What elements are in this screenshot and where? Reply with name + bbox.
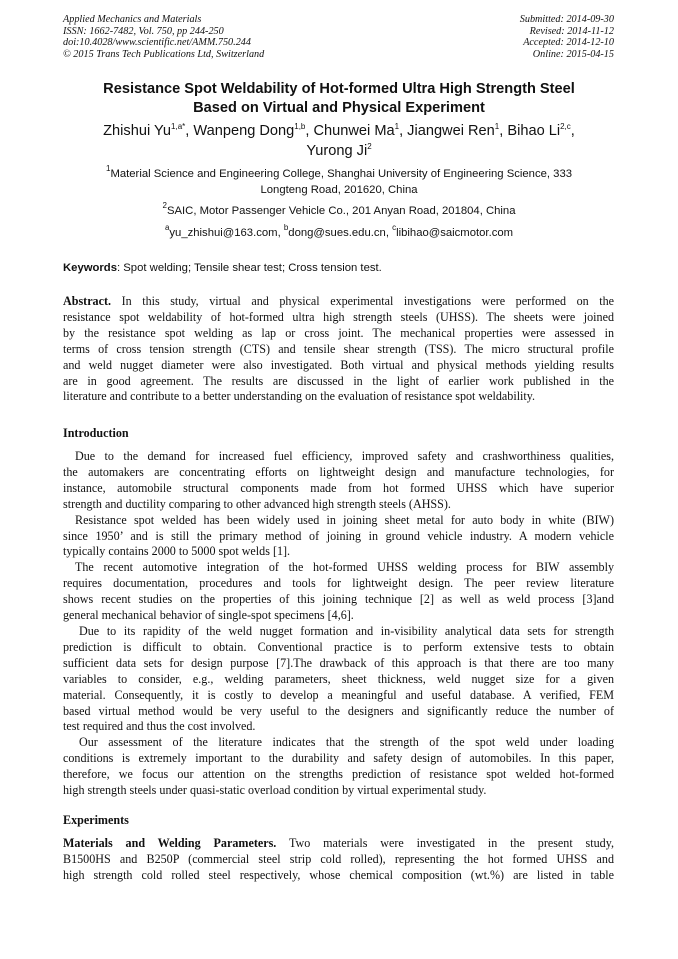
abstract-line: In this study, virtual and physical experimental investigations were performed on the (111, 294, 614, 308)
section-heading-experiments: Experiments (63, 813, 129, 827)
email-address[interactable]: dong@sues.edu.cn, (288, 227, 393, 239)
abstract-line: are in good agreement. The results are discussed in the light of earlier work published in the (63, 373, 614, 388)
paragraph-line: high strength steels under quasi-static overload condition by virtual experimental study. (63, 783, 487, 798)
affiliation-text: Material Science and Engineering College, Shanghai University of Engineering Science, 333 (110, 168, 573, 180)
paper-title (40, 80, 638, 118)
abstract (63, 294, 614, 405)
affiliation-2 (40, 203, 638, 219)
online-date: Online: 2015-04-15 (532, 48, 614, 60)
paragraph-line: the automakers are concentrating efforts on lightweight design and manufacture technologies, for (63, 464, 614, 479)
abstract-line: and weld nugget diameter were also investigated. Both virtual and physical methods yielding results (63, 357, 614, 372)
experiments-body (63, 836, 614, 884)
paragraph-line: Our assessment of the literature indicates that the strength of the spot weld under loading (79, 735, 614, 750)
subsection-heading: Materials and Welding Parameters. (63, 836, 277, 850)
paragraph-line: instance, automobile structural components made from hot formed UHSS which have superior (63, 480, 614, 495)
affiliation-text: Longteng Road, 201620, China (260, 184, 418, 196)
email-mark: a (164, 223, 170, 232)
accepted-date: Accepted: 2014-12-10 (523, 37, 614, 49)
paragraph-line: high strength cold rolled steel respectively, whose chemical composition (wt.%) are listed in table (63, 867, 614, 882)
affiliation-number: 2 (162, 201, 167, 210)
author-name: Yurong Ji (306, 143, 368, 159)
keywords-label: Keywords (63, 262, 117, 274)
section-heading-introduction: Introduction (63, 426, 129, 440)
paragraph-line: Two materials were investigated in the present study, (276, 836, 614, 850)
email-mark: b (283, 223, 289, 232)
abstract-line: terms of cross tension strength (CTS) and tensile shear strength (TSS). The micro structural profile (63, 341, 614, 356)
paragraph-line: general mechanical behavior of single-spot specimens [4,6]. (63, 608, 354, 623)
copyright: © 2015 Trans Tech Publications Ltd, Switzerland (63, 48, 265, 60)
paragraph-line: therefore, we focus our attention on the strengths prediction of resistance spot welded hot-formed (63, 767, 614, 782)
affiliation-1 (40, 166, 638, 198)
author-affiliation-mark: 1,a* (171, 122, 186, 131)
author-name: Chunwei Ma (313, 123, 395, 139)
paragraph-line: Resistance spot welded has been widely used in joining sheet metal for auto body in white (BIW) (75, 512, 614, 527)
email-mark: c (392, 223, 397, 232)
author-affiliation-mark: 2,c (560, 122, 571, 131)
paragraph-line: conditions is extremely important to the durability and safety design of automobiles. In this paper, (63, 751, 614, 766)
paragraph-line: prediction is difficult to obtain. Conventional practice is to perform extensive tests to obtain (63, 639, 614, 654)
paragraph-line: strength and ductility comparing to other advanced high strength steels (AHSS). (63, 496, 451, 511)
paragraph-line: shows recent studies on the properties of this joining technique [2] as well as weld process [3]and (63, 592, 614, 607)
issn-volume: ISSN: 1662-7482, Vol. 750, pp 244-250 (63, 25, 224, 37)
paragraph-line: test required and thus the cost involved. (63, 719, 256, 734)
paragraph-line: variables to consider, e.g., welding parameters, sheet thickness, weld nugget size for a given (63, 671, 614, 686)
paragraph-line: material. Consequently, it is costly to develop a meaningful and useful database. A verified, FEM (63, 687, 614, 702)
author-affiliation-mark: 1,b (294, 122, 306, 131)
author-affiliation-mark: 1 (494, 122, 500, 131)
journal-header-right (520, 14, 614, 60)
abstract-label: Abstract. (63, 294, 112, 308)
abstract-line: by the resistance spot welding as lap or cross joint. The mechanical properties were assessed in (63, 325, 614, 340)
author-name: Wanpeng Dong (193, 123, 295, 139)
author-name: Bihao Li (507, 123, 561, 139)
paragraph-line: Due to its rapidity of the weld nugget formation and in-visibility analytical data sets for strength (79, 623, 614, 638)
paragraph-line: B1500HS and B250P (commercial steel strip cold rolled), representing the hot formed UHSS and (63, 851, 614, 866)
paragraph-line: based virtual method would be very useful to the designers and significantly reduce the number of (63, 703, 614, 718)
title-line-1: Resistance Spot Weldability of Hot-formed Ultra High Strength Steel (103, 81, 575, 97)
abstract-line: resistance spot weldability of hot-formed ultra high strength steels (UHSS). The sheets were joined (63, 309, 614, 324)
email-address[interactable]: yu_zhishui@163.com, (169, 227, 284, 239)
paragraph-line: typically contains 2000 to 5000 spot welds [1]. (63, 544, 291, 559)
revised-date: Revised: 2014-11-12 (529, 25, 614, 37)
journal-header-left (63, 14, 264, 60)
paragraph-line: requires documentation, procedures and tools for lightweight design. The peer review literature (63, 576, 614, 591)
abstract-line: literature and contribute to a better understanding on the evaluation of resistance spot weldability. (63, 389, 536, 404)
keywords-text: : Spot welding; Tensile shear test; Cross tension test. (117, 262, 382, 274)
author-name: Zhishui Yu (103, 123, 172, 139)
title-line-2: Based on Virtual and Physical Experiment (193, 100, 485, 116)
author-affiliation-mark: 2 (367, 142, 372, 151)
paragraph-line: since 1950’ and is still the primary method of joining in ground vehicle industry. A modern vehicle (63, 528, 614, 543)
keywords (63, 262, 382, 274)
email-address[interactable]: libihao@saicmotor.com (396, 227, 514, 239)
paragraph-line: Due to the demand for increased fuel efficiency, improved safety and crashworthiness qualities, (75, 449, 614, 463)
affiliation-text: SAIC, Motor Passenger Vehicle Co., 201 Anyan Road, 201804, China (166, 205, 516, 217)
paragraph-line: sufficient data sets for design purpose [7].The drawback of this approach is that there are too many (63, 655, 614, 670)
doi-link[interactable]: doi:10.4028/www.scientific.net/AMM.750.244 (63, 37, 251, 49)
submitted-date: Submitted: 2014-09-30 (519, 14, 614, 25)
affiliation-number: 1 (105, 164, 111, 173)
author-name: Jiangwei Ren (407, 123, 495, 139)
paragraph-line: The recent automotive integration of the hot-formed UHSS welding process for BIW assembly (75, 560, 614, 575)
email-list (40, 225, 638, 241)
journal-name: Applied Mechanics and Materials (63, 14, 202, 25)
author-list: Zhishui $Yu^{1,a*}$, Wanpeng Dong$^{1,b}$, Chunwei Ma$^1$, Jiangwei Ren$^1$, Bihao Li$^{2,c}$, Yurong Ji$^2$ (103, 122, 575, 159)
introduction-body (63, 449, 614, 799)
author-affiliation-mark: 1 (394, 122, 400, 131)
